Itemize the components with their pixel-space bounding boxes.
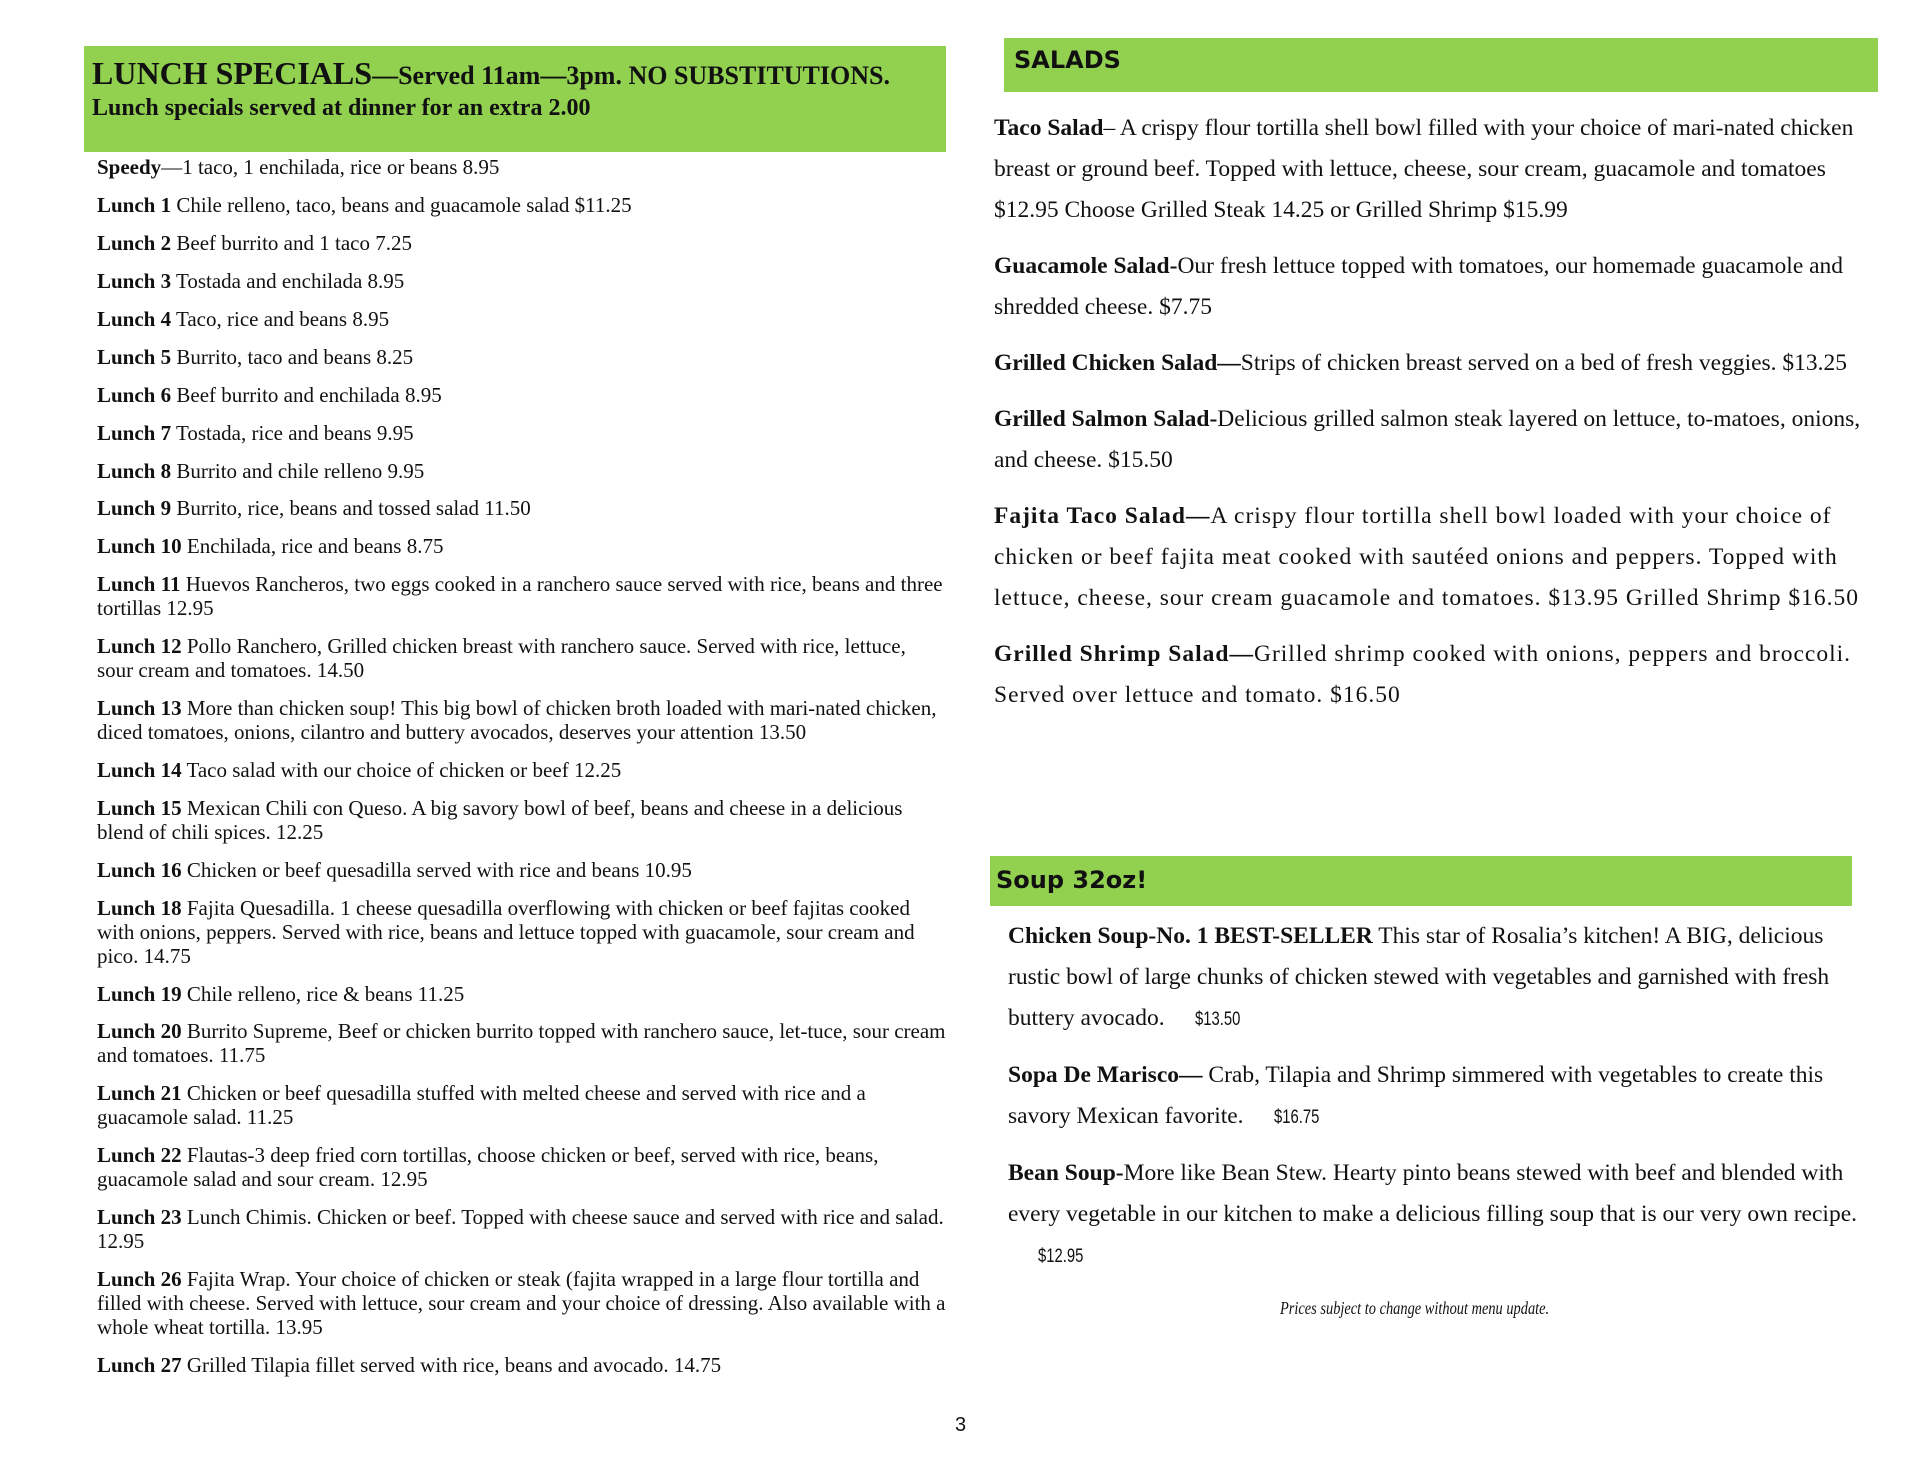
item-description: Beef burrito and enchilada 8.95 [171,382,442,407]
lunch-item [97,1020,946,1068]
item-name: Lunch 22 [97,1143,182,1168]
item-description: Beef burrito and 1 taco 7.25 [171,230,412,255]
item-name: Lunch 13 [97,696,182,721]
item-description: Enchilada, rice and beans 8.75 [181,534,444,559]
item-name: Grilled Salmon Salad- [994,406,1218,432]
lunch-item [97,232,946,256]
lunch-item [97,1354,946,1378]
item-name: Lunch 19 [97,981,182,1006]
item-name: Fajita Taco Salad— [994,503,1211,529]
lunch-item [97,270,946,294]
item-description: – A crispy flour tortilla shell bowl filled with your choice of mari-nated chicken breast or ground beef. Topped with lettuce, cheese, sour cream, guacamole and tomatoes $12.95 Choose Grilled Steak 14.25 or Grilled Shrimp $15.99 [994,115,1854,223]
item-name: Lunch 3 [97,268,172,293]
item-description: Pollo Ranchero, Grilled chicken breast with ranchero sauce. Served with rice, lettuce, sour cream and tomatoes. 14.50 [97,634,906,683]
item-description: Chicken or beef quesadilla stuffed with melted cheese and served with rice and a guacamole salad. 11.25 [97,1081,866,1130]
item-name: Lunch 7 [97,420,172,445]
lunch-item [97,1144,946,1192]
item-name: Chicken Soup-No. 1 BEST-SELLER [1008,923,1373,949]
salad-item [994,634,1874,716]
item-name: Lunch 5 [97,344,172,369]
item-description: Flautas-3 deep fried corn tortillas, choose chicken or beef, served with rice, beans, guacamole salad and sour cream. 12.95 [97,1143,879,1192]
soup-header: Soup 32oz! [990,856,1852,906]
item-name: Grilled Shrimp Salad— [994,641,1254,667]
page-number: 3 [955,1414,967,1436]
lunch-item [97,497,946,521]
item-description: Huevos Rancheros, two eggs cooked in a ranchero sauce served with rice, beans and three tortillas 12.95 [97,572,943,621]
item-description: Strips of chicken breast served on a bed of fresh veggies. $13.25 [1240,350,1848,376]
item-description: Our fresh lettuce topped with tomatoes, our homemade guacamole and shredded cheese. $7.75 [994,253,1844,320]
salad-item [994,246,1874,328]
lunch-item [97,346,946,370]
item-name: Lunch 21 [97,1081,182,1106]
item-description: More like Bean Stew. Hearty pinto beans stewed with beef and blended with every vegetable in our kitchen to make a delicious filling soup that is our very own recipe. [1008,1160,1858,1227]
lunch-specials-header [84,46,946,152]
item-name: Lunch 6 [97,382,172,407]
item-description: Chile relleno, rice & beans 11.25 [181,981,465,1006]
lunch-item [97,573,946,621]
item-name: Lunch 27 [97,1352,182,1377]
lunch-item [97,535,946,559]
price-disclaimer: Prices subject to change without menu update. [1280,1298,1550,1318]
lunch-item [97,156,946,180]
lunch-item [97,194,946,218]
salad-item [994,399,1874,481]
item-name: Lunch 14 [97,757,182,782]
lunch-item [97,460,946,484]
lunch-specials-section [84,46,946,1392]
lunch-item [97,308,946,332]
soup-item [1008,1055,1860,1138]
item-description: Burrito, rice, beans and tossed salad 11.50 [171,496,531,521]
item-name: Taco Salad [994,115,1104,141]
lunch-subtitle: —Served 11am—3pm. NO SUBSTITUTIONS. [372,61,890,90]
item-name: Lunch 18 [97,895,182,920]
item-description: Grilled shrimp cooked with onions, peppers and broccoli. Served over lettuce and tomato. $16.50 [994,641,1852,708]
item-description: Lunch Chimis. Chicken or beef. Topped with cheese sauce and served with rice and salad. 12.95 [97,1205,944,1253]
item-name: Lunch 8 [97,458,172,483]
soup-item [1008,1153,1860,1277]
item-description: A crispy flour tortilla shell bowl loaded with your choice of chicken or beef fajita meat cooked with sautéed onions and peppers. Topped with lettuce, cheese, sour cream guacamole and tomatoes. $13.95 Grilled Shrimp $16.50 [994,503,1860,611]
item-price: $12.95 [1038,1246,1084,1267]
item-description: Tostada, rice and beans 9.95 [171,420,414,445]
lunch-note: Lunch specials served at dinner for an extra 2.00 [92,95,591,122]
item-description: Burrito Supreme, Beef or chicken burrito topped with ranchero sauce, let-tuce, sour cream and tomatoes. 11.75 [97,1019,946,1068]
item-description: This star of Rosalia’s kitchen! A BIG, delicious rustic bowl of large chunks of chicken stewed with vegetables and garnished with fresh buttery avocado. [1008,923,1830,1031]
lunch-item [97,422,946,446]
item-price: $13.50 [1194,1009,1240,1030]
salad-item [994,343,1874,384]
item-name: Lunch 23 [97,1205,182,1230]
lunch-item [97,983,946,1007]
item-name: Lunch 12 [97,634,182,659]
item-description: Crab, Tilapia and Shrimp simmered with vegetables to create this savory Mexican favorite. [1008,1062,1824,1129]
item-name: Lunch 16 [97,857,182,882]
salads-list [994,108,1874,731]
item-name: Lunch 15 [97,795,182,820]
lunch-title: LUNCH SPECIALS [92,55,373,91]
item-description: Tostada and enchilada 8.95 [171,268,405,293]
item-name: Lunch 20 [97,1019,182,1044]
item-description: —1 taco, 1 enchilada, rice or beans 8.95 [161,155,500,179]
item-name: Sopa De Marisco— [1008,1062,1203,1088]
item-name: Grilled Chicken Salad— [994,350,1241,376]
item-description: Grilled Tilapia fillet served with rice, beans and avocado. 14.75 [181,1352,722,1377]
item-description: Taco salad with our choice of chicken or beef 12.25 [181,757,622,782]
item-description: Chicken or beef quesadilla served with rice and beans 10.95 [181,857,692,882]
item-description: Taco, rice and beans 8.95 [171,306,390,331]
lunch-item [97,859,946,883]
item-name: Lunch 4 [97,306,172,331]
item-name: Lunch 9 [97,496,172,521]
salads-header: SALADS [1004,38,1878,92]
item-name: Lunch 10 [97,534,182,559]
item-name: Speedy [97,155,162,179]
lunch-item [97,697,946,745]
item-name: Lunch 26 [97,1266,182,1291]
lunch-item [97,1206,946,1254]
lunch-item [97,635,946,683]
item-description: Burrito, taco and beans 8.25 [171,344,414,369]
item-description: Burrito and chile relleno 9.95 [171,458,425,483]
salad-item [994,108,1874,231]
lunch-header-line [92,54,938,92]
item-description: Delicious grilled salmon steak layered on lettuce, to-matoes, onions, and cheese. $15.50 [994,406,1861,473]
soup-list [1008,916,1860,1292]
lunch-item [97,1082,946,1130]
lunch-item [97,897,946,969]
lunch-item [97,1268,946,1340]
item-description: Chile relleno, taco, beans and guacamole salad $11.25 [171,192,632,217]
salad-item [994,496,1874,619]
lunch-item [97,797,946,845]
item-name: Lunch 2 [97,230,172,255]
item-description: Mexican Chili con Queso. A big savory bowl of beef, beans and cheese in a delicious blend of chili spices. 12.25 [97,795,903,844]
lunch-item [97,759,946,783]
lunch-item [97,384,946,408]
item-description: Fajita Quesadilla. 1 cheese quesadilla overflowing with chicken or beef fajitas cooked with onions, peppers. Served with rice, beans and lettuce topped with guacamole, sour cream and pico. 14.75 [97,895,915,968]
item-name: Guacamole Salad- [994,253,1178,279]
item-name: Lunch 1 [97,192,172,217]
item-description: More than chicken soup! This big bowl of chicken broth loaded with mari-nated chicken, diced tomatoes, onions, cilantro and buttery avocados, deserves your attention 13.50 [97,696,937,744]
item-price: $16.75 [1273,1107,1319,1128]
item-description: Fajita Wrap. Your choice of chicken or steak (fajita wrapped in a large flour tortilla and filled with cheese. Served with lettuce, sour cream and your choice of dressing. Also available with a whole wheat tortilla. 13.95 [97,1266,946,1339]
item-name: Lunch 11 [97,572,181,597]
soup-item [1008,916,1860,1040]
lunch-list [84,156,946,1378]
item-name: Bean Soup- [1008,1160,1124,1186]
